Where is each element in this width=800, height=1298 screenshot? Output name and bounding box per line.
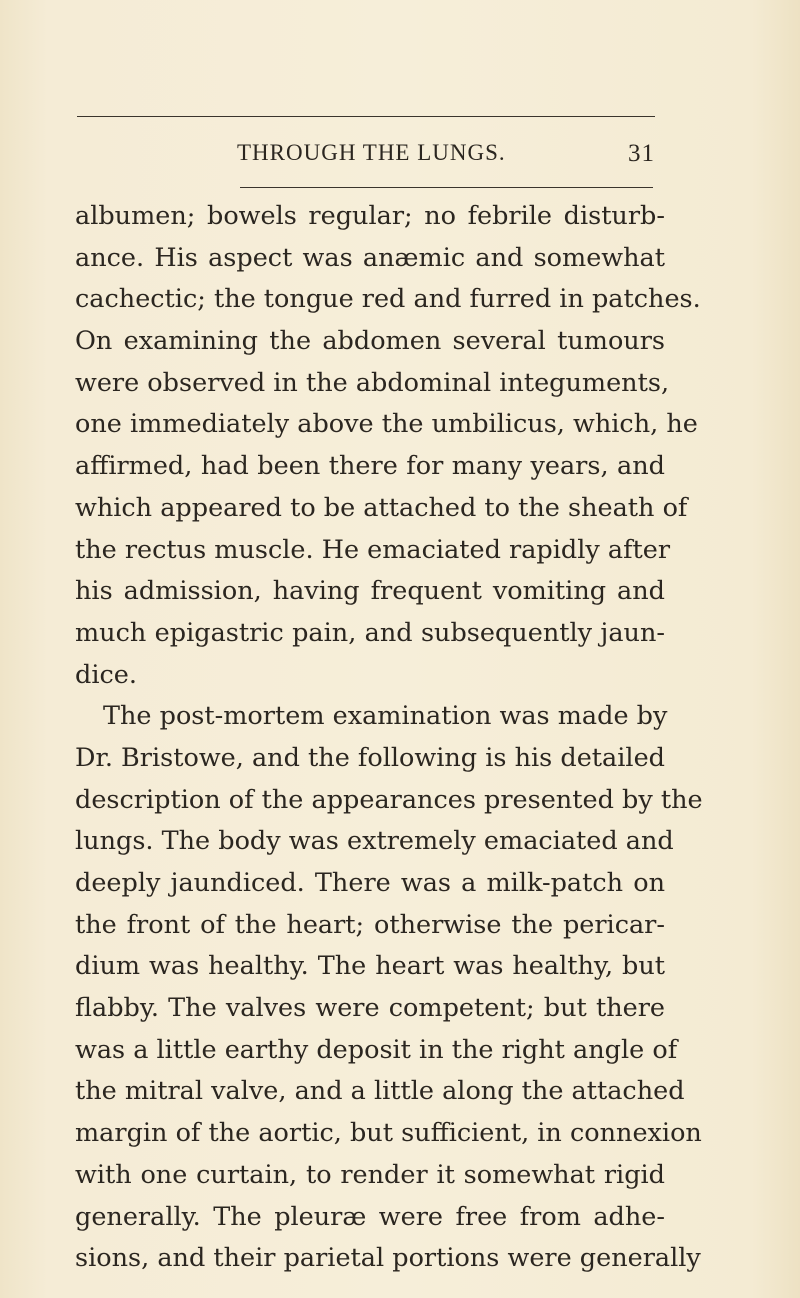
text-line: were observed in the abdominal integuments, — [75, 367, 670, 398]
text-line: margin of the aortic, but sufficient, in connexion — [75, 1118, 702, 1149]
text-line: Dr. Bristowe, and the following is his detailed — [75, 742, 665, 773]
text-line: lungs. The body was extremely emaciated and — [75, 826, 674, 857]
text-line: was a little earthy deposit in the right angle of — [75, 1034, 678, 1065]
text-line: flabby. The valves were competent; but there — [75, 993, 665, 1024]
text-line: affirmed, had been there for many years, and — [75, 451, 665, 482]
text-line: generally. The pleuræ were free from adhe- — [75, 1201, 665, 1232]
text-line: albumen; bowels regular; no febrile disturb- — [75, 201, 665, 231]
text-line: his admission, having frequent vomiting and — [75, 576, 665, 607]
text-line: the rectus muscle. He emaciated rapidly after — [75, 534, 671, 565]
text-line: description of the appearances presented by the — [75, 784, 703, 815]
running-title: THROUGH THE LUNGS. — [237, 140, 506, 165]
text-line: the mitral valve, and a little along the attached — [75, 1076, 685, 1107]
text-line: which appeared to be attached to the sheath of — [75, 492, 688, 523]
header-rule-top — [77, 116, 655, 117]
text-line: On examining the abdomen several tumours — [75, 326, 665, 357]
running-head — [77, 140, 655, 170]
text-line: dium was healthy. The heart was healthy, but — [75, 951, 665, 982]
header-rule-bottom — [240, 187, 653, 188]
text-line: dice. — [75, 659, 137, 690]
body-text — [75, 196, 703, 1280]
text-line: one immediately above the umbilicus, which, he — [75, 409, 698, 440]
text-line: sions, and their parietal portions were generally — [75, 1243, 701, 1274]
page-number: 31 — [628, 140, 655, 167]
paragraph-first-line: The post-mortem examination was made by — [103, 701, 668, 732]
text-line: ance. His aspect was anæmic and somewhat — [75, 242, 665, 273]
text-line: cachectic; the tongue red and furred in patches. — [75, 284, 701, 315]
text-line: deeply jaundiced. There was a milk-patch on — [75, 868, 665, 898]
text-line: much epigastric pain, and subsequently jaun- — [75, 617, 665, 648]
text-line: the front of the heart; otherwise the pericar- — [75, 909, 665, 940]
text-line: with one curtain, to render it somewhat rigid — [75, 1159, 665, 1190]
